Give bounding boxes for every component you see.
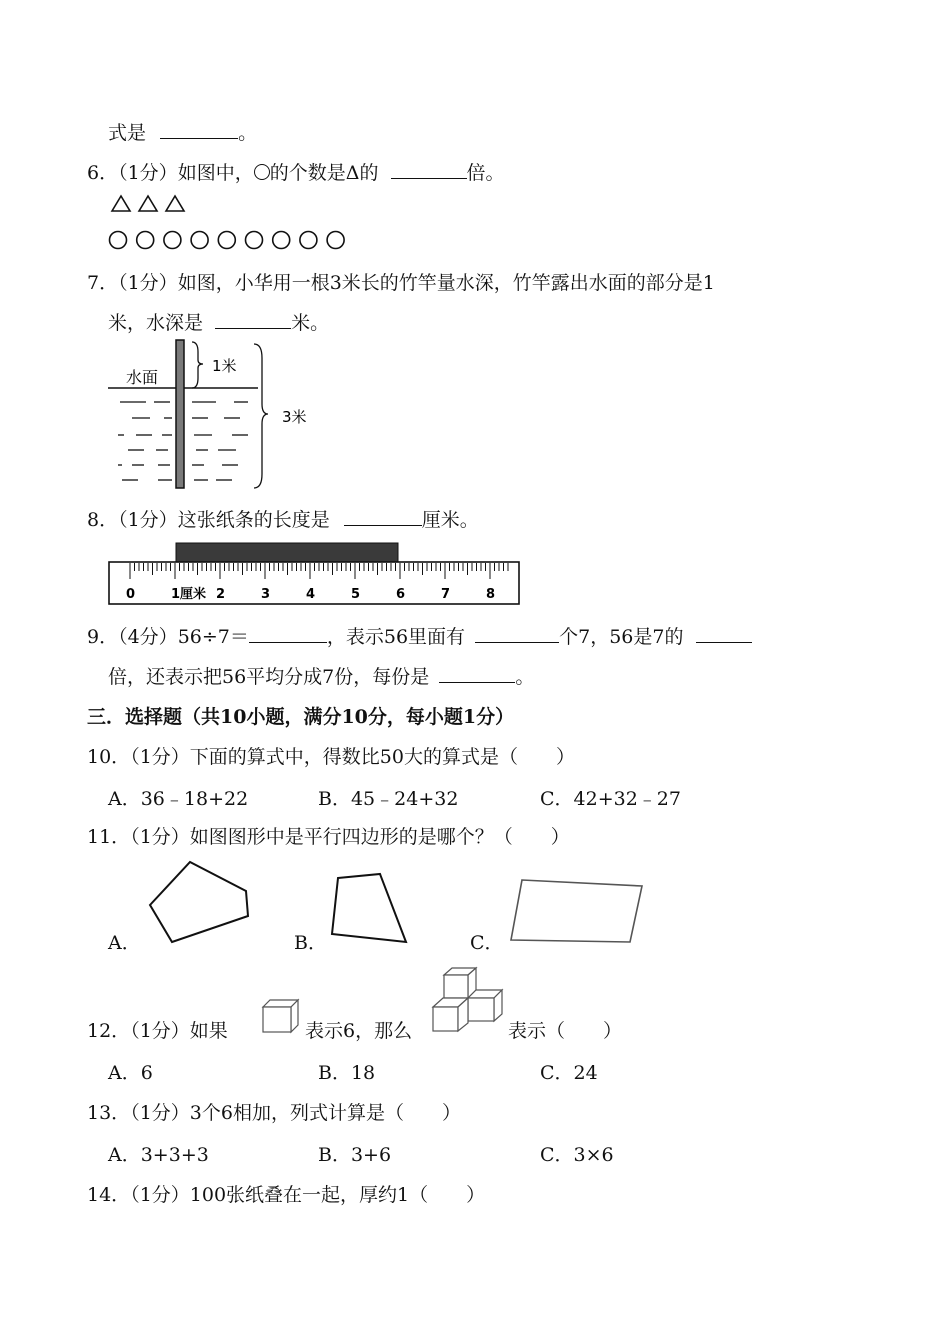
q9-line2a: 倍，还表示把56平均分成7份，每份是 xyxy=(108,666,430,688)
q10-option-c[interactable]: C．42+32﹣27 xyxy=(540,788,681,810)
q10-text: 下面的算式中，得数比50大的算式是（ ） xyxy=(189,746,575,768)
triangle-icon xyxy=(166,196,184,211)
q8-number: 8． xyxy=(87,509,119,531)
q11-shape-c-parallelogram xyxy=(508,878,646,946)
q9-blank-1[interactable] xyxy=(249,624,327,643)
q14-text: 100张纸叠在一起，厚约1（ ） xyxy=(189,1184,486,1206)
q6-circle-row xyxy=(108,230,353,252)
q12-text1: 如果 xyxy=(189,1020,228,1042)
q11-shape-b-quadrilateral xyxy=(330,872,410,946)
ruler-label: 1厘米 xyxy=(171,587,207,602)
question-12-mid xyxy=(305,1016,412,1043)
ruler-label: 4 xyxy=(306,587,316,602)
single-cube-icon xyxy=(262,998,300,1034)
q10-option-b[interactable]: B．45﹣24+32 xyxy=(318,788,459,810)
q14-score: （1分） xyxy=(130,1184,190,1206)
brace-1m xyxy=(192,342,203,388)
circle-icon xyxy=(218,232,235,249)
q6-triangle-row xyxy=(110,194,190,214)
q9-score: （4分） xyxy=(118,626,178,648)
stacked-cubes-icon xyxy=(432,966,506,1034)
question-9-line2 xyxy=(108,662,534,689)
question-12-end xyxy=(508,1016,622,1043)
q5-tail xyxy=(108,118,257,145)
circle-icon xyxy=(327,232,344,249)
q13-option-b[interactable]: B．3+6 xyxy=(318,1144,392,1166)
q10-score: （1分） xyxy=(130,746,190,768)
q7-score: （1分） xyxy=(118,272,178,294)
q13-text: 3个6相加，列式计算是（ ） xyxy=(189,1102,461,1124)
circle-icon xyxy=(164,232,181,249)
ruler-label: 7 xyxy=(441,587,451,602)
question-12 xyxy=(87,1016,228,1043)
label-3m: 3米 xyxy=(282,408,307,426)
q9-line1c: 个7，56是7的 xyxy=(559,626,684,648)
question-7 xyxy=(87,268,715,295)
q9-blank-4[interactable] xyxy=(439,664,515,683)
q8-text: 这张纸条的长度是 xyxy=(177,509,330,531)
q6-text1: 如图中， xyxy=(177,162,254,184)
ruler-label: 8 xyxy=(486,587,496,602)
q12-number: 12． xyxy=(87,1020,131,1042)
q6-score: （1分） xyxy=(118,162,178,184)
q7-figure xyxy=(108,338,328,493)
q7-answer-blank[interactable] xyxy=(215,310,291,329)
question-8 xyxy=(87,505,479,532)
question-7-line2 xyxy=(108,308,329,335)
question-9 xyxy=(87,622,752,649)
question-10 xyxy=(87,742,575,769)
ruler-label: 5 xyxy=(351,587,361,602)
ruler-label: 6 xyxy=(396,587,406,602)
water-surface-label: 水面 xyxy=(126,368,159,387)
q9-blank-2[interactable] xyxy=(475,624,559,643)
question-14 xyxy=(87,1180,485,1207)
q5-tail-text: 式是 xyxy=(108,122,147,144)
q6-end: 倍。 xyxy=(466,162,505,184)
q13-score: （1分） xyxy=(130,1102,190,1124)
q9-line1b: ，表示56里面有 xyxy=(326,626,466,648)
q13-option-a[interactable]: A．3+3+3 xyxy=(108,1144,209,1166)
q7-line1: 如图，小华用一根3米长的竹竿量水深，竹竿露出水面的部分是1 xyxy=(177,272,715,294)
q9-line1a: 56÷7＝ xyxy=(177,626,249,648)
q7-line2b: 米。 xyxy=(291,312,330,334)
q9-blank-3[interactable] xyxy=(696,624,752,643)
q12-score: （1分） xyxy=(130,1020,190,1042)
q12-option-b[interactable]: B．18 xyxy=(318,1062,376,1084)
q12-option-a[interactable]: A．6 xyxy=(108,1062,153,1084)
circle-icon xyxy=(300,232,317,249)
section-3-title: 三．选择题（共10小题，满分10分，每小题1分） xyxy=(87,706,515,728)
question-13 xyxy=(87,1098,461,1125)
q12-option-c[interactable]: C．24 xyxy=(540,1062,598,1084)
q5-answer-blank[interactable] xyxy=(160,120,238,139)
q9-number: 9． xyxy=(87,626,119,648)
triangle-icon xyxy=(139,196,157,211)
circle-icon xyxy=(137,232,154,249)
circle-icon xyxy=(273,232,290,249)
q7-line2a: 米，水深是 xyxy=(108,312,204,334)
q14-number: 14． xyxy=(87,1184,131,1206)
q6-text2: 的个数是 xyxy=(269,162,346,184)
q11-option-a-label[interactable]: A． xyxy=(108,932,141,954)
q6-text3: Δ的 xyxy=(345,162,379,184)
q13-option-c[interactable]: C．3×6 xyxy=(540,1144,614,1166)
q8-answer-blank[interactable] xyxy=(344,507,422,526)
q8-end: 厘米。 xyxy=(421,509,479,531)
q11-score: （1分） xyxy=(130,826,190,848)
q8-score: （1分） xyxy=(118,509,178,531)
q10-number: 10． xyxy=(87,746,131,768)
q12-text2: 表示6，那么 xyxy=(305,1020,413,1042)
q11-text: 如图图形中是平行四边形的是哪个？（ ） xyxy=(189,826,570,848)
q10-option-a[interactable]: A．36﹣18+22 xyxy=(108,788,249,810)
bamboo-pole xyxy=(176,340,184,488)
question-6 xyxy=(87,158,505,185)
question-11 xyxy=(87,822,570,849)
circle-icon xyxy=(191,232,208,249)
q5-end: 。 xyxy=(238,122,258,144)
ruler-label: 0 xyxy=(126,587,136,602)
q9-line2b: 。 xyxy=(515,666,535,688)
q6-number: 6． xyxy=(87,162,119,184)
circle-icon xyxy=(110,232,127,249)
label-1m: 1米 xyxy=(212,357,237,375)
ruler-label: 3 xyxy=(261,587,271,602)
q7-number: 7． xyxy=(87,272,119,294)
triangle-icon xyxy=(112,196,130,211)
brace-3m xyxy=(254,344,268,488)
q11-option-c-label[interactable]: C． xyxy=(470,932,504,954)
q11-option-b-label[interactable]: B． xyxy=(294,932,327,954)
paper-strip xyxy=(176,543,398,563)
ruler-label: 2 xyxy=(216,587,226,602)
q6-answer-blank[interactable] xyxy=(391,160,467,179)
q13-number: 13． xyxy=(87,1102,131,1124)
q11-number: 11． xyxy=(87,826,131,848)
q12-text3: 表示（ ） xyxy=(508,1020,623,1042)
ruler-figure xyxy=(108,540,522,608)
circle-icon xyxy=(254,164,270,180)
q11-shape-a-pentagon xyxy=(148,858,250,946)
circle-icon xyxy=(246,232,263,249)
